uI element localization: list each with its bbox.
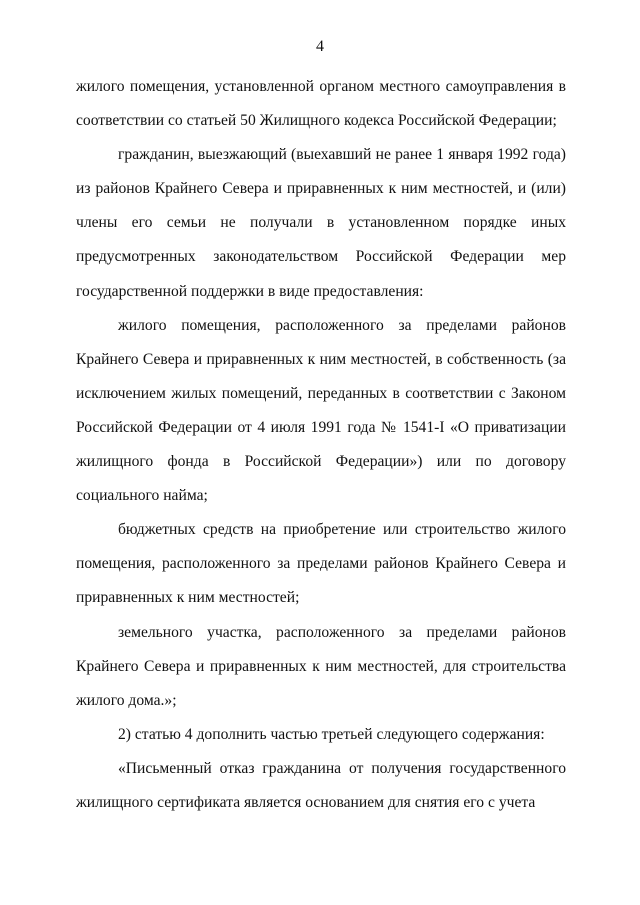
paragraph-article-4-amendment: 2) статью 4 дополнить частью третьей следующего содержания: bbox=[118, 725, 545, 743]
paragraph-residential-premises: жилого помещения, расположенного за пределами районов Крайнего Севера и приравненных к ним местностей, в собственность (за исключением жилых помещений, переданных в соответствии с Законом Российской Федерации от 4 июля 1991 года № 1541-I «О приватизации жилищного фонда в Российской Федерации») или по договору социального найма; bbox=[76, 316, 566, 505]
paragraph-land-plot: земельного участка, расположенного за пределами районов Крайнего Севера и приравненных к ним местностей, для строительства жилого дома.»; bbox=[76, 623, 566, 709]
paragraph-citizen-condition: гражданин, выезжающий (выехавший не ранее 1 января 1992 года) из районов Крайнего Севера и приравненных к ним местностей, и (или) члены его семьи не получали в установленном порядке иных предусмотренных законодательством Российской Федерации мер государственной поддержки в виде предоставления: bbox=[76, 146, 566, 300]
paragraph-continuation: жилого помещения, установленной органом местного самоуправления в соответствии со статьей 50 Жилищного кодекса Российской Федерации; bbox=[76, 78, 566, 130]
page-number: 4 bbox=[316, 38, 324, 55]
document-body bbox=[76, 70, 566, 820]
paragraph-written-refusal: «Письменный отказ гражданина от получения государственного жилищного сертификата является основанием для снятия его с учета bbox=[76, 759, 566, 811]
paragraph-budget-funds: бюджетных средств на приобретение или строительство жилого помещения, расположенного за пределами районов Крайнего Севера и приравненных к ним местностей; bbox=[76, 521, 566, 607]
